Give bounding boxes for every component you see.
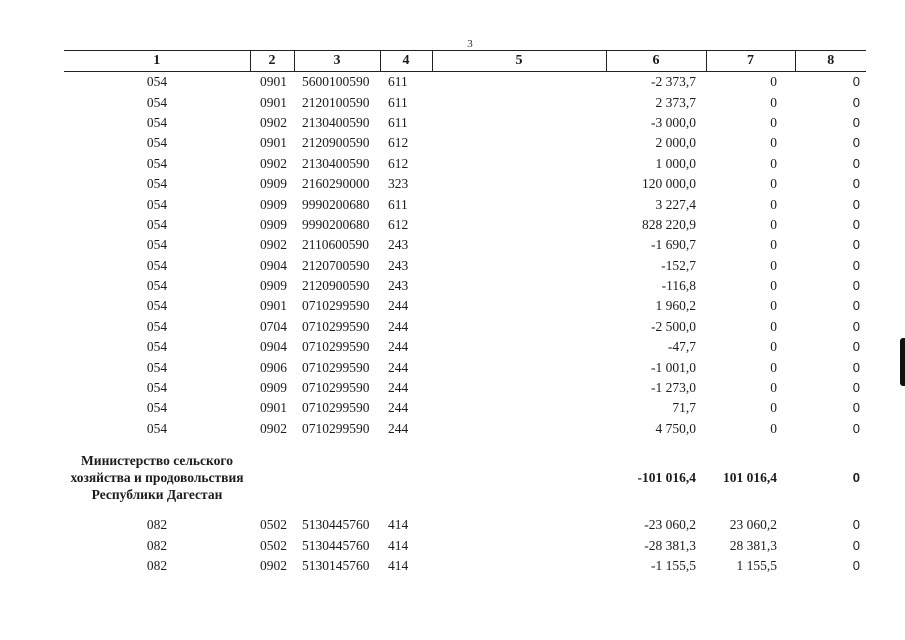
table-cell-c5 xyxy=(432,317,606,337)
table-body-054 xyxy=(64,72,866,440)
table-cell-c5 xyxy=(432,256,606,276)
table-cell-c7: 0 xyxy=(770,216,777,232)
table-cell-c5 xyxy=(432,378,606,398)
table-cell-c7: 23 060,2 xyxy=(729,517,777,533)
table-cell-c8: 0 xyxy=(852,359,860,375)
column-header: 4 xyxy=(380,51,432,72)
table-cell-c2: 0704 xyxy=(260,318,287,334)
table-cell-c5 xyxy=(432,357,606,377)
table-cell-c3: 2160290000 xyxy=(302,176,370,192)
table-cell-c8: 0 xyxy=(852,257,860,273)
table-cell-c3: 2120100590 xyxy=(302,94,370,110)
table-cell-c4: 612 xyxy=(388,135,409,151)
table-cell-c4: 611 xyxy=(388,94,408,110)
table-cell-c4: 323 xyxy=(388,176,409,192)
table-cell-c3: 0710299590 xyxy=(302,420,370,436)
table-cell-c8: 0 xyxy=(852,420,860,436)
table-cell-c6: -152,7 xyxy=(661,257,696,273)
table-row xyxy=(64,92,866,112)
table-cell-c8: 0 xyxy=(852,339,860,355)
table-cell-c6: 828 220,9 xyxy=(642,216,696,232)
table-cell-c4: 244 xyxy=(388,400,409,416)
table-cell-c7: 0 xyxy=(770,359,777,375)
table-cell-c6: -2 373,7 xyxy=(651,74,696,90)
table-cell-c5 xyxy=(432,515,606,535)
table-cell-c2: 0902 xyxy=(260,558,287,573)
page-number: 3 xyxy=(467,38,473,50)
table-row xyxy=(64,113,866,133)
table-cell-c3: 2110600590 xyxy=(302,237,369,253)
table-cell-c7: 0 xyxy=(770,400,777,416)
ministry-total-row xyxy=(64,439,866,515)
table-cell-c8: 0 xyxy=(852,114,860,130)
table-cell-c6: -1 690,7 xyxy=(651,237,696,253)
table-cell-c7: 0 xyxy=(770,318,777,334)
table-cell-c2: 0901 xyxy=(260,135,287,151)
table-cell-c2: 0904 xyxy=(260,257,287,273)
table-cell-c8: 0 xyxy=(852,278,860,294)
column-header: 3 xyxy=(294,51,380,72)
table-cell-c3: 0710299590 xyxy=(302,359,370,375)
table-cell-c8: 0 xyxy=(852,298,860,314)
column-header: 1 xyxy=(64,51,250,72)
table-cell-c5 xyxy=(432,296,606,316)
table-cell-c1: 054 xyxy=(146,237,168,253)
table-cell-c7: 0 xyxy=(770,114,777,130)
table-cell-c8: 0 xyxy=(852,400,860,416)
table-row xyxy=(64,72,866,93)
table-cell-c5 xyxy=(432,535,606,555)
table-cell-c3: 5130445760 xyxy=(302,537,370,553)
table-cell-c8: 0 xyxy=(852,155,860,171)
table-cell-c6: -2 500,0 xyxy=(651,318,696,334)
table-cell-c4: 244 xyxy=(388,339,409,355)
table-cell-c3: 0710299590 xyxy=(302,400,370,416)
table-cell-c1: 054 xyxy=(146,94,168,110)
table-cell-c2: 0902 xyxy=(260,237,287,253)
table-cell-c5 xyxy=(432,92,606,112)
column-header: 2 xyxy=(250,51,294,72)
table-cell-c8: 0 xyxy=(852,216,860,232)
table-cell-c6: -116,8 xyxy=(661,278,696,294)
table-row xyxy=(64,174,866,194)
table-cell-c8: 0 xyxy=(852,558,860,573)
table-cell-c1: 054 xyxy=(146,257,168,273)
column-header: 8 xyxy=(795,51,866,72)
table-cell-c3: 0710299590 xyxy=(302,298,370,314)
table-cell-c8: 0 xyxy=(852,537,860,553)
ministry-total-col6: -101 016,4 xyxy=(637,469,696,485)
table-cell-c1: 082 xyxy=(146,517,168,533)
ministry-total-col7: 101 016,4 xyxy=(723,469,777,485)
table-cell-c2: 0901 xyxy=(260,400,287,416)
table-cell xyxy=(294,439,380,515)
table-cell-c4: 243 xyxy=(388,237,409,253)
table-cell-c3: 0710299590 xyxy=(302,380,370,396)
table-row xyxy=(64,235,866,255)
table-cell-c8: 0 xyxy=(852,237,860,253)
table-cell-c2: 0902 xyxy=(260,114,287,130)
table-cell-c7: 0 xyxy=(770,155,777,171)
table-cell-c5 xyxy=(432,337,606,357)
table-cell-c2: 0904 xyxy=(260,339,287,355)
table-row xyxy=(64,556,866,576)
table-header xyxy=(64,51,866,72)
table-cell-c6: -1 273,0 xyxy=(651,380,696,396)
table-cell-c2: 0909 xyxy=(260,380,287,396)
table-cell-c3: 0710299590 xyxy=(302,318,370,334)
table-cell-c8: 0 xyxy=(852,135,860,151)
table-cell-c6: -1 155,5 xyxy=(651,558,696,573)
table-cell-c4: 244 xyxy=(388,420,409,436)
table-cell-c8: 0 xyxy=(852,196,860,212)
table-cell-c3: 2120700590 xyxy=(302,257,370,273)
table-cell-c7: 28 381,3 xyxy=(729,537,777,553)
scan-edge-mark xyxy=(900,338,905,386)
table-row xyxy=(64,215,866,235)
table-cell-c2: 0901 xyxy=(260,94,287,110)
table-cell-c4: 612 xyxy=(388,216,409,232)
table-cell xyxy=(380,439,432,515)
table-cell-c7: 0 xyxy=(770,420,777,436)
table-cell-c4: 244 xyxy=(388,359,409,375)
table-cell-c8: 0 xyxy=(852,517,860,533)
table-cell-c7: 0 xyxy=(770,339,777,355)
table-row xyxy=(64,535,866,555)
table-cell-c3: 2120900590 xyxy=(302,278,370,294)
table-cell-c7: 0 xyxy=(770,237,777,253)
table-cell-c7: 0 xyxy=(770,94,777,110)
table-row xyxy=(64,378,866,398)
table-cell-c2: 0502 xyxy=(260,537,287,553)
table-cell-c6: 3 227,4 xyxy=(655,196,696,212)
table-cell-c2: 0909 xyxy=(260,278,287,294)
table-cell-c3: 5130445760 xyxy=(302,517,370,533)
table-cell-c5 xyxy=(432,556,606,576)
table-cell-c6: -1 001,0 xyxy=(651,359,696,375)
ministry-section xyxy=(64,439,866,515)
table-cell-c4: 611 xyxy=(388,74,408,90)
table-cell-c3: 0710299590 xyxy=(302,339,370,355)
table-cell-c4: 243 xyxy=(388,257,409,273)
table-cell-c4: 414 xyxy=(388,517,409,533)
table-cell-c5 xyxy=(432,194,606,214)
table-cell-c2: 0902 xyxy=(260,420,287,436)
table-cell-c4: 414 xyxy=(388,537,409,553)
budget-table xyxy=(64,50,866,576)
table-cell-c1: 082 xyxy=(146,558,168,573)
table-cell-c3: 9990200680 xyxy=(302,196,370,212)
column-header: 6 xyxy=(606,51,706,72)
table-cell-c2: 0909 xyxy=(260,176,287,192)
table-cell-c7: 0 xyxy=(770,74,777,90)
table-cell-c3: 5130145760 xyxy=(302,558,370,573)
table-cell-c8: 0 xyxy=(852,176,860,192)
table-cell-c5 xyxy=(432,419,606,439)
table-cell-c7: 0 xyxy=(770,298,777,314)
table-cell-c5 xyxy=(432,72,606,93)
ministry-name: Министерство сельского хозяйства и продовольствия Республики Дагестан xyxy=(70,452,244,502)
table-row xyxy=(64,515,866,535)
table-cell-c7: 0 xyxy=(770,257,777,273)
column-header: 7 xyxy=(706,51,795,72)
table-cell-c5 xyxy=(432,276,606,296)
table-cell-c4: 244 xyxy=(388,298,409,314)
table-cell-c1: 054 xyxy=(146,74,168,90)
table-cell-c7: 1 155,5 xyxy=(736,558,777,573)
table-cell-c3: 9990200680 xyxy=(302,216,370,232)
table-row xyxy=(64,154,866,174)
table-cell-c5 xyxy=(432,154,606,174)
table-row xyxy=(64,256,866,276)
table-cell-c1: 054 xyxy=(146,359,168,375)
table-cell-c6: -3 000,0 xyxy=(651,114,696,130)
table-row xyxy=(64,317,866,337)
table-cell-c8: 0 xyxy=(852,74,860,90)
ministry-total-col8: 0 xyxy=(852,469,860,485)
table-cell-c4: 611 xyxy=(388,196,408,212)
table-cell-c1: 054 xyxy=(146,216,168,232)
table-cell-c1: 054 xyxy=(146,339,168,355)
table-cell-c6: 2 373,7 xyxy=(655,94,696,110)
table-cell-c1: 054 xyxy=(146,135,168,151)
table-cell-c5 xyxy=(432,235,606,255)
table-cell-c4: 414 xyxy=(388,558,409,573)
table-row xyxy=(64,194,866,214)
column-header: 5 xyxy=(432,51,606,72)
table-cell-c4: 243 xyxy=(388,278,409,294)
table-cell-c7: 0 xyxy=(770,176,777,192)
table-cell-c7: 0 xyxy=(770,278,777,294)
table-row xyxy=(64,133,866,153)
table-cell-c3: 5600100590 xyxy=(302,74,370,90)
table-cell-c1: 054 xyxy=(146,298,168,314)
table-cell-c1: 054 xyxy=(146,278,168,294)
table-cell-c8: 0 xyxy=(852,94,860,110)
table-cell-c2: 0502 xyxy=(260,517,287,533)
table-cell-c6: -28 381,3 xyxy=(644,537,696,553)
table-cell-c1: 054 xyxy=(146,318,168,334)
table-cell-c1: 054 xyxy=(146,176,168,192)
table-cell-c6: 1 960,2 xyxy=(655,298,696,314)
table-row xyxy=(64,419,866,439)
header-row xyxy=(64,51,866,72)
table-row xyxy=(64,357,866,377)
table-cell-c2: 0901 xyxy=(260,74,287,90)
table-cell-c3: 2120900590 xyxy=(302,135,370,151)
table-cell-c2: 0909 xyxy=(260,216,287,232)
table-cell-c5 xyxy=(432,174,606,194)
table-cell-c4: 611 xyxy=(388,114,408,130)
table-cell-c2: 0906 xyxy=(260,359,287,375)
table-cell-c1: 054 xyxy=(146,400,168,416)
table-cell-c6: 2 000,0 xyxy=(655,135,696,151)
table-cell-c6: 4 750,0 xyxy=(655,420,696,436)
table-cell-c1: 054 xyxy=(146,155,168,171)
table-cell-c8: 0 xyxy=(852,380,860,396)
table-cell xyxy=(250,439,294,515)
table-cell-c2: 0902 xyxy=(260,155,287,171)
table-cell-c8: 0 xyxy=(852,318,860,334)
table-cell-c5 xyxy=(432,113,606,133)
table-row xyxy=(64,337,866,357)
table-cell-c1: 054 xyxy=(146,420,168,436)
table-row xyxy=(64,398,866,418)
table-cell-c3: 2130400590 xyxy=(302,155,370,171)
table-cell-c1: 054 xyxy=(146,114,168,130)
table-cell-c6: -23 060,2 xyxy=(644,517,696,533)
table-cell-c4: 612 xyxy=(388,155,409,171)
table-cell-c2: 0909 xyxy=(260,196,287,212)
table-cell xyxy=(432,439,606,515)
table-cell-c1: 054 xyxy=(146,196,168,212)
table-cell-c6: 71,7 xyxy=(672,400,696,416)
table-cell-c1: 054 xyxy=(146,380,168,396)
table-cell-c4: 244 xyxy=(388,318,409,334)
table-row xyxy=(64,276,866,296)
table-cell-c6: 120 000,0 xyxy=(642,176,696,192)
table-cell-c6: 1 000,0 xyxy=(655,155,696,171)
table-cell-c2: 0901 xyxy=(260,298,287,314)
table-cell-c5 xyxy=(432,398,606,418)
table-cell-c7: 0 xyxy=(770,135,777,151)
table-cell-c1: 082 xyxy=(146,537,168,553)
table-cell-c3: 2130400590 xyxy=(302,114,370,130)
table-cell-c5 xyxy=(432,133,606,153)
table-body-082 xyxy=(64,515,866,576)
table-cell-c4: 244 xyxy=(388,380,409,396)
table-row xyxy=(64,296,866,316)
table-cell-c5 xyxy=(432,215,606,235)
table-cell-c6: -47,7 xyxy=(667,339,696,355)
table-cell-c7: 0 xyxy=(770,380,777,396)
table-cell-c7: 0 xyxy=(770,196,777,212)
